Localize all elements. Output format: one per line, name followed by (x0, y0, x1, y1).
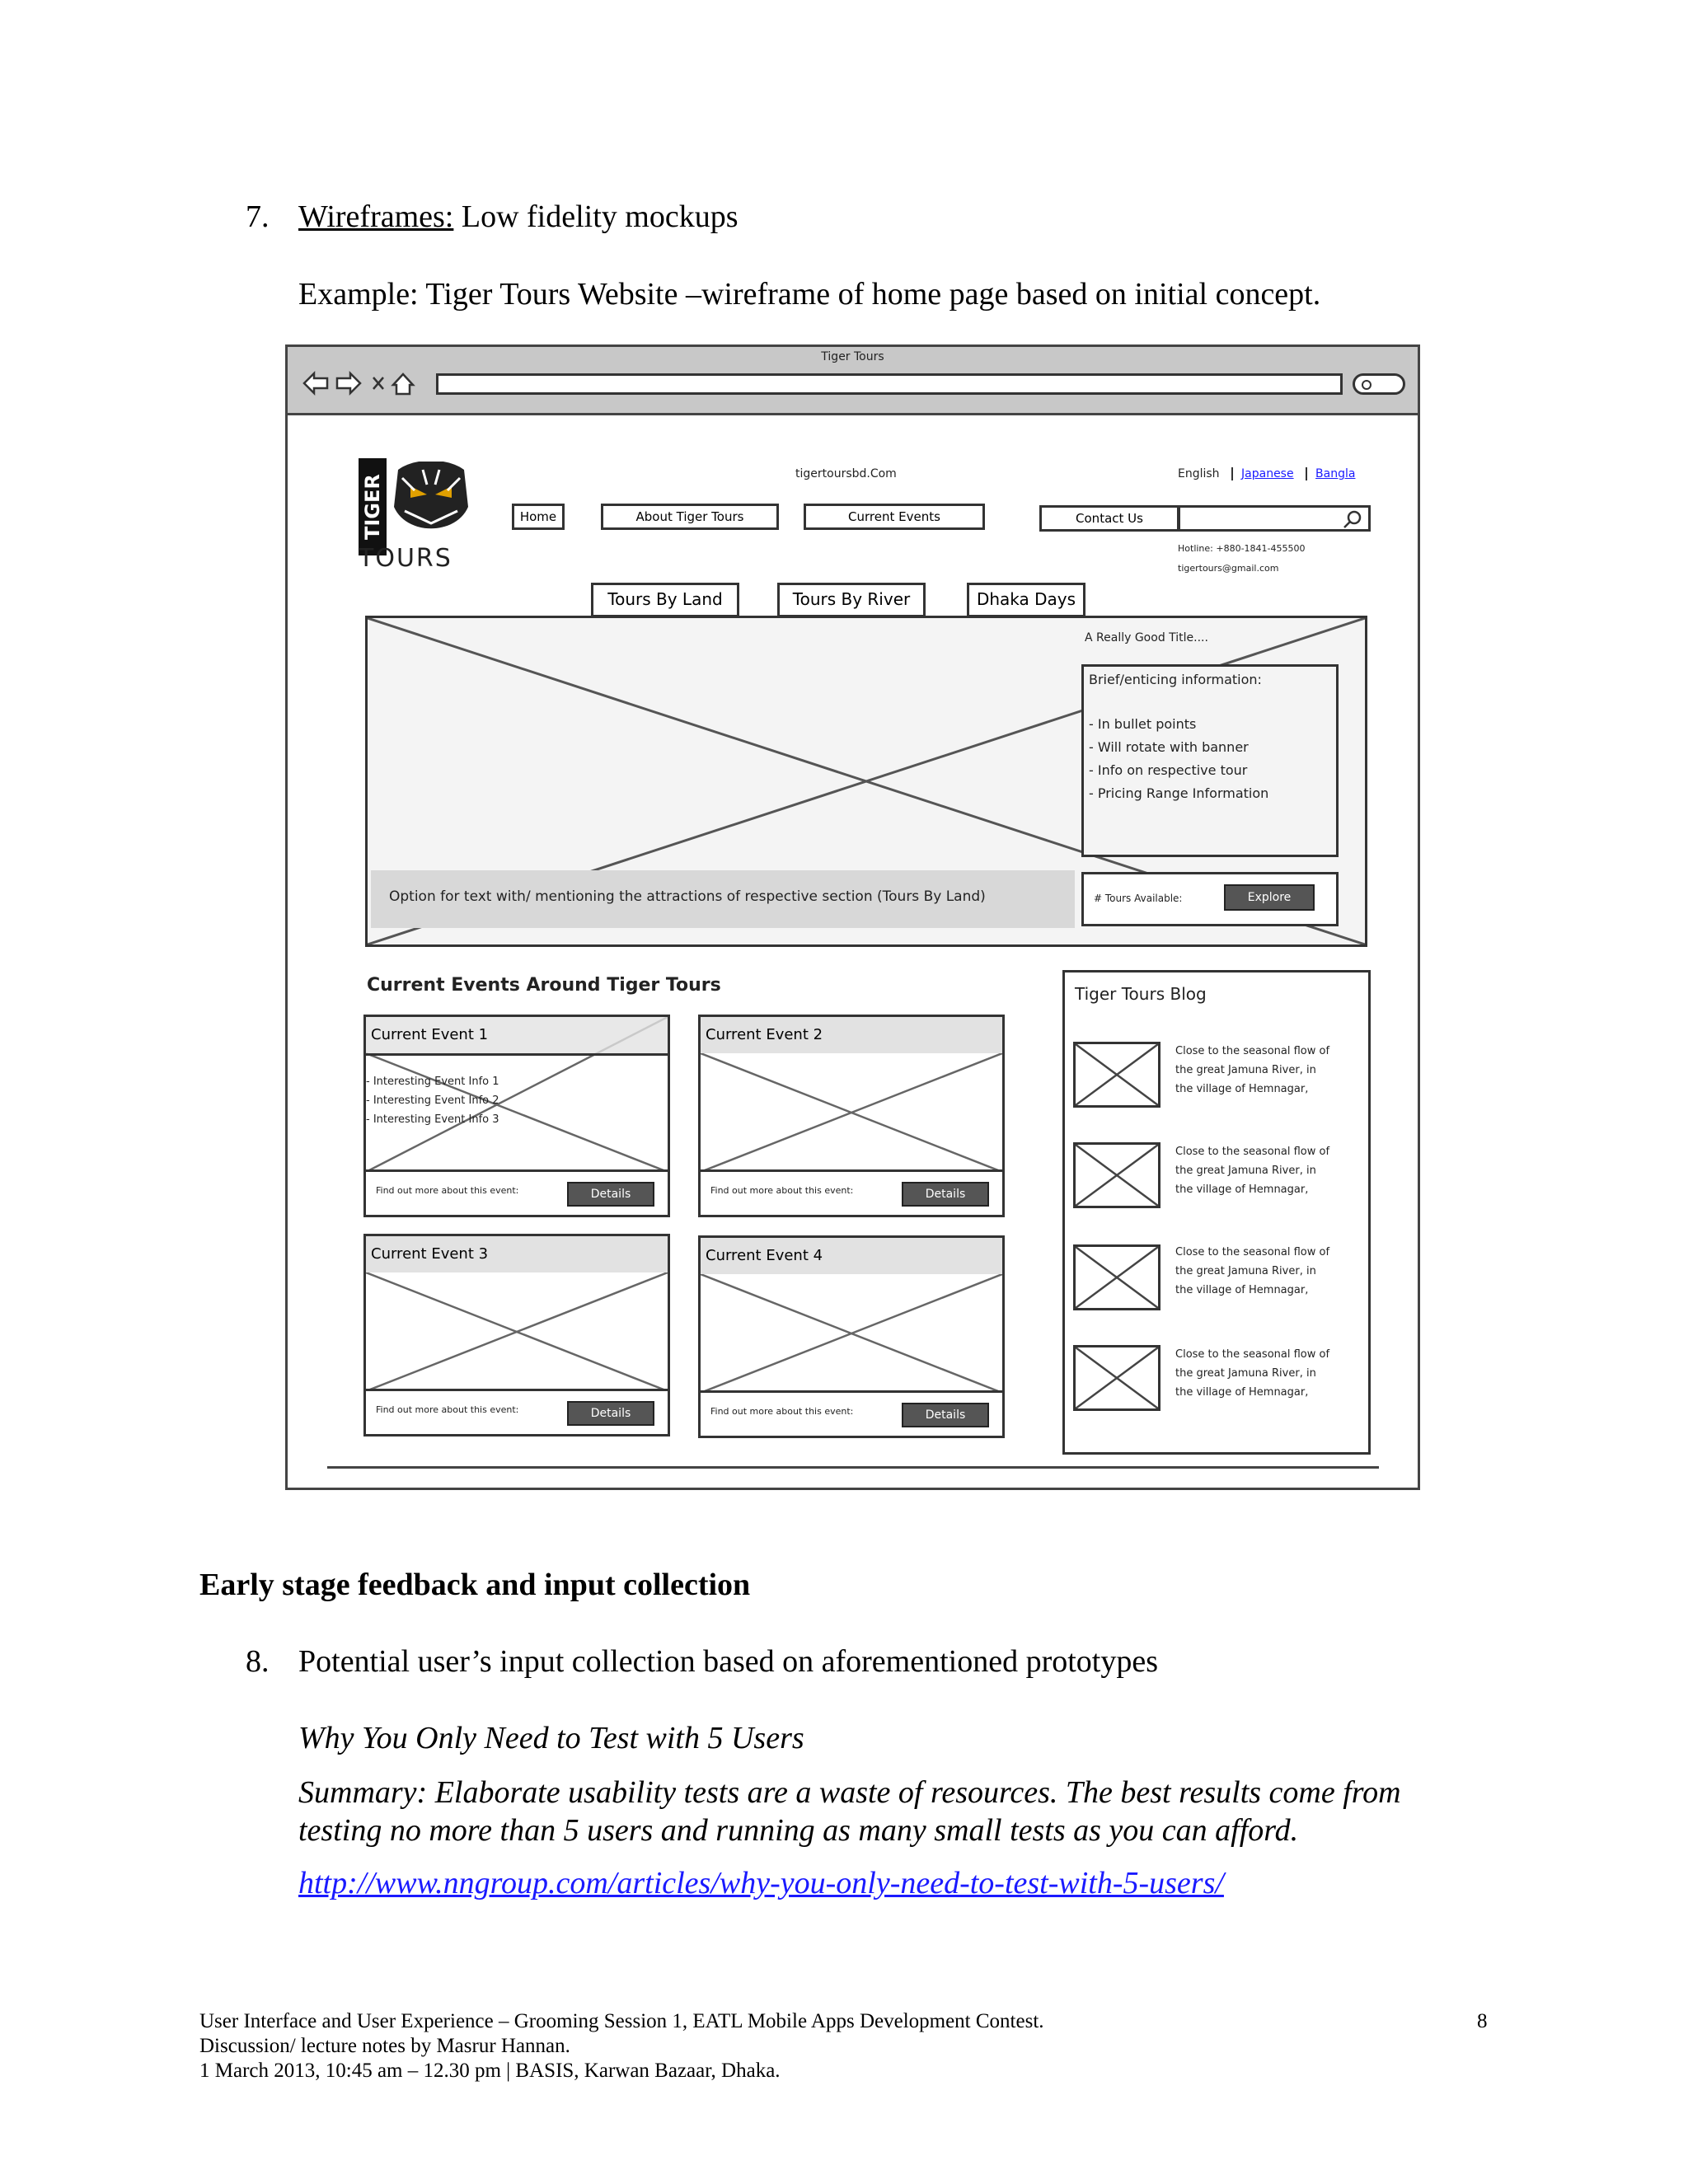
browser-toolbar (288, 347, 1418, 415)
event-info-line: - Interesting Event Info 1 (366, 1076, 499, 1088)
tab-dhaka-days[interactable]: Dhaka Days (967, 583, 1085, 617)
placeholder-x-icon (1076, 1044, 1158, 1105)
event-title: Current Event 1 (366, 1017, 668, 1053)
event-card-2 (698, 1015, 1005, 1217)
wireframe-mockup (285, 344, 1420, 1490)
event-title: Current Event 2 (701, 1017, 1002, 1053)
article-title: Why You Only Need to Test with 5 Users (298, 1721, 804, 1755)
event-find-more: Find out more about this event: (376, 1404, 519, 1415)
nav-current-events-button[interactable]: Current Events (804, 504, 985, 530)
banner-info-heading: Brief/enticing information: (1089, 672, 1262, 687)
tab-tours-by-river[interactable]: Tours By River (777, 583, 926, 617)
event-info-panel (366, 1053, 668, 1173)
blog-panel (1062, 970, 1371, 1455)
banner-bullet: - Pricing Range Information (1089, 785, 1269, 801)
article-summary-line2: testing no more than 5 users and running as many small tests as you can afford. (298, 1813, 1299, 1848)
explore-button[interactable]: Explore (1224, 884, 1315, 911)
banner-bullet: - Will rotate with banner (1089, 739, 1249, 755)
lang-bangla[interactable]: Bangla (1315, 467, 1356, 480)
blog-thumbnail (1073, 1345, 1160, 1411)
banner-caption-bar (371, 870, 1075, 928)
forward-icon (337, 373, 360, 393)
placeholder-x-icon (1076, 1145, 1158, 1206)
footer-line-2: Discussion/ lecture notes by Masrur Hannan. (199, 2035, 570, 2057)
blog-excerpt: Close to the seasonal flow of the great Jamuna River, in the village of Hemnagar, (1175, 1045, 1330, 1095)
event-title: Current Event 4 (701, 1238, 1002, 1274)
event-card-3 (363, 1234, 670, 1436)
logo-tiger-word: TIGER (359, 458, 387, 555)
site-search-input[interactable] (1178, 505, 1371, 532)
event-card-4 (698, 1235, 1005, 1438)
hotline-text: Hotline: +880-1841-455500 (1178, 543, 1306, 554)
footer-line-3: 1 March 2013, 10:45 am – 12.30 pm | BASIS, Karwan Bazaar, Dhaka. (199, 2060, 781, 2082)
event-find-more: Find out more about this event: (710, 1185, 854, 1196)
lang-english[interactable]: English (1178, 467, 1220, 480)
tours-available-box (1081, 872, 1339, 926)
site-url: tigertoursbd.Com (795, 467, 897, 480)
banner-bullet: - Info on respective tour (1089, 762, 1248, 778)
item-8-text: Potential user’s input collection based on aforementioned prototypes (298, 1644, 1158, 1679)
article-link[interactable]: http://www.nngroup.com/articles/why-you-only-need-to-test-with-5-users/ (298, 1866, 1224, 1900)
blog-excerpt: Close to the seasonal flow of the great Jamuna River, in the village of Hemnagar, (1175, 1246, 1330, 1296)
event-footer (701, 1390, 1002, 1436)
banner-info-box (1081, 664, 1339, 857)
event-footer (366, 1169, 668, 1215)
blog-thumbnail (1073, 1042, 1160, 1108)
event-footer (366, 1389, 668, 1434)
tiger-tours-logo (359, 458, 474, 574)
tiger-face-icon (390, 462, 472, 544)
blog-thumbnail (1073, 1244, 1160, 1310)
details-button[interactable]: Details (567, 1401, 654, 1426)
placeholder-x-icon (1076, 1247, 1158, 1308)
tours-available-label: # Tours Available: (1094, 893, 1183, 904)
nav-home-button[interactable]: Home (512, 504, 565, 530)
language-switcher (1178, 467, 1355, 480)
blog-excerpt: Close to the seasonal flow of the great Jamuna River, in the village of Hemnagar, (1175, 1348, 1330, 1399)
email-text: tigertours@gmail.com (1178, 563, 1279, 574)
tab-tours-by-land[interactable]: Tours By Land (591, 583, 739, 617)
lang-japanese[interactable]: Japanese (1241, 467, 1294, 480)
event-footer (701, 1169, 1002, 1215)
placeholder-x-icon (1076, 1347, 1158, 1408)
banner-caption: Option for text with/ mentioning the attractions of respective section (Tours By Land) (389, 888, 986, 905)
list-number-7: 7. (246, 199, 270, 234)
details-button[interactable]: Details (567, 1182, 654, 1207)
event-info-line: - Interesting Event Info 2 (366, 1094, 499, 1107)
events-heading: Current Events Around Tiger Tours (367, 975, 721, 996)
footer-line-1: User Interface and User Experience – Grooming Session 1, EATL Mobile Apps Development Contest. (199, 2010, 1044, 2032)
blog-thumbnail (1073, 1142, 1160, 1208)
logo-tours-word: TOURS (359, 544, 452, 573)
browser-search-box[interactable] (1353, 373, 1405, 395)
event-find-more: Find out more about this event: (710, 1406, 854, 1417)
list-number-8: 8. (246, 1644, 270, 1679)
browser-nav-icons (301, 367, 433, 400)
banner-image-placeholder (365, 616, 1367, 947)
event-find-more: Find out more about this event: (376, 1185, 519, 1196)
footer-divider (327, 1466, 1379, 1469)
feedback-heading: Early stage feedback and input collection (199, 1568, 751, 1602)
event-card-1 (363, 1015, 670, 1217)
blog-heading: Tiger Tours Blog (1075, 984, 1207, 1004)
nav-about-button[interactable]: About Tiger Tours (601, 504, 779, 530)
page-number: 8 (1477, 2010, 1488, 2032)
wireframes-description: Low fidelity mockups (453, 199, 738, 234)
event-title: Current Event 3 (366, 1236, 668, 1272)
nav-contact-button[interactable]: Contact Us (1039, 505, 1179, 532)
address-bar[interactable] (436, 373, 1343, 395)
event-info-line: - Interesting Event Info 3 (366, 1113, 499, 1126)
section-7-heading (298, 198, 738, 236)
browser-title: Tiger Tours (821, 350, 884, 363)
search-icon (1342, 509, 1365, 529)
home-icon (393, 374, 413, 394)
close-icon (373, 377, 383, 389)
article-summary-line1: Summary: Elaborate usability tests are a waste of resources. The best results come from (298, 1775, 1401, 1810)
back-icon (304, 373, 327, 393)
banner-bullet: - In bullet points (1089, 716, 1197, 732)
details-button[interactable]: Details (902, 1182, 989, 1207)
banner-title: A Really Good Title.... (1085, 631, 1208, 644)
details-button[interactable]: Details (902, 1403, 989, 1427)
example-caption: Example: Tiger Tours Website –wireframe of home page based on initial concept. (298, 277, 1321, 312)
search-icon (1360, 378, 1376, 391)
blog-excerpt: Close to the seasonal flow of the great Jamuna River, in the village of Hemnagar, (1175, 1146, 1330, 1196)
wireframes-term: Wireframes: (298, 199, 454, 234)
